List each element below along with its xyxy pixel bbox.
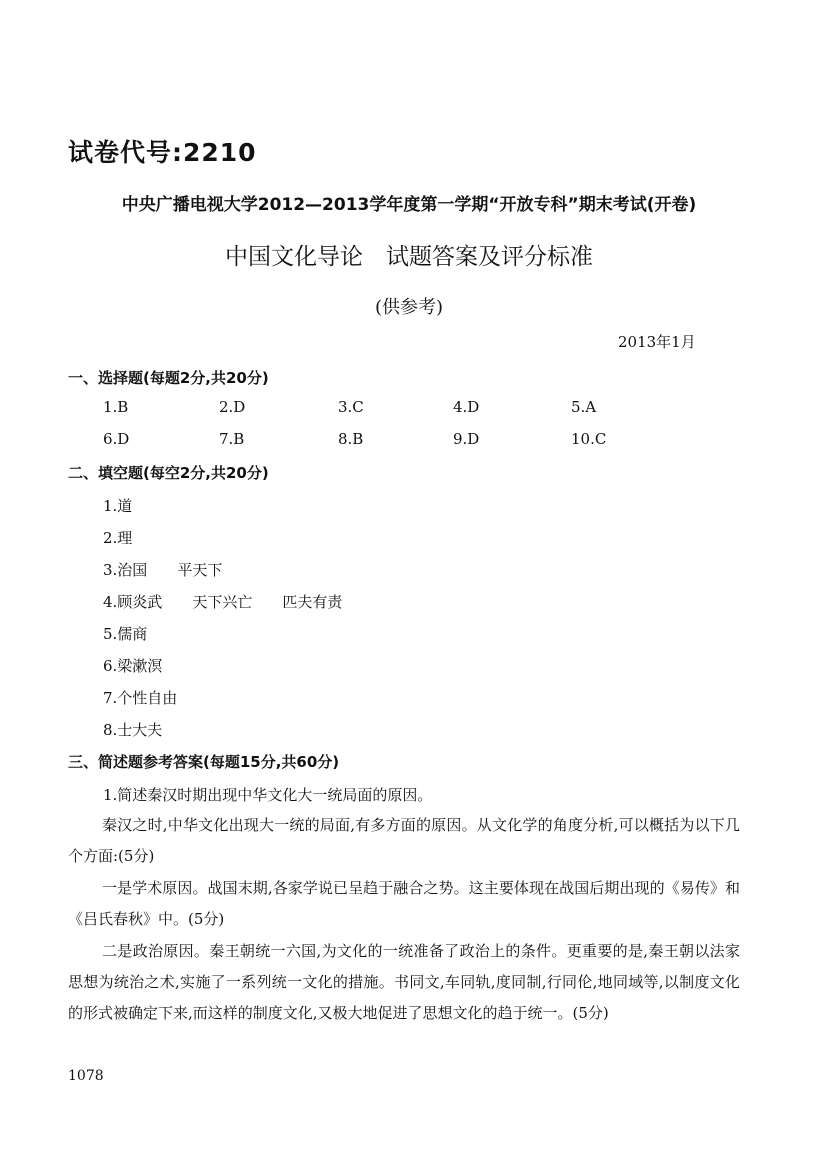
fill-item xyxy=(103,495,132,516)
fill-item xyxy=(103,623,147,644)
institution-line: 中央广播电视大学2012—2013学年度第一学期“开放专科”期末考试(开卷) xyxy=(121,195,697,215)
choice-answer: 7.B xyxy=(219,430,245,448)
choice-answer: 9.D xyxy=(453,430,480,448)
section-heading-fill: 二、填空题(每空2分,共20分) xyxy=(68,464,269,482)
paper-code: 试卷代号:2210 xyxy=(68,138,257,167)
document-subtitle: (供参考) xyxy=(374,297,444,318)
fill-answer: 4.顾炎武 xyxy=(103,593,163,611)
section-heading-choice: 一、选择题(每题2分,共20分) xyxy=(68,369,269,387)
fill-answer: 1.道 xyxy=(103,497,133,515)
fill-answer: 6.梁漱溟 xyxy=(103,657,163,675)
fill-item xyxy=(103,687,177,708)
fill-item xyxy=(103,655,162,676)
fill-answer: 匹夫有责 xyxy=(282,593,343,611)
fill-answer: 7.个性自由 xyxy=(103,689,178,707)
choice-answer: 1.B xyxy=(103,398,129,416)
choice-answer: 8.B xyxy=(338,430,364,448)
fill-item xyxy=(103,527,132,548)
choice-answer: 2.D xyxy=(219,398,246,416)
document-date: 2013年1月 xyxy=(618,333,696,351)
choice-answer: 3.C xyxy=(338,398,364,416)
choice-answer: 10.C xyxy=(571,430,607,448)
fill-answer: 8.士大夫 xyxy=(103,721,163,739)
answer-paragraph: 秦汉之时,中华文化出现大一统的局面,有多方面的原因。从文化学的角度分析,可以概括为以下几个方面:(5分) xyxy=(68,816,740,865)
section-heading-short-answer: 三、简述题参考答案(每题15分,共60分) xyxy=(68,753,340,771)
answer-paragraph: 一是学术原因。战国末期,各家学说已呈趋于融合之势。这主要体现在战国后期出现的《易传》和《吕氏春秋》中。(5分) xyxy=(68,879,740,928)
fill-answer: 平天下 xyxy=(177,561,223,579)
fill-item xyxy=(103,559,222,580)
choice-answer: 5.A xyxy=(571,398,597,416)
fill-answer: 5.儒商 xyxy=(103,625,148,643)
choice-answer: 6.D xyxy=(103,430,130,448)
page-number: 1078 xyxy=(68,1068,104,1084)
fill-answer: 2.理 xyxy=(103,529,133,547)
document-title: 中国文化导论 试题答案及评分标准 xyxy=(225,244,593,270)
answer-paragraph: 二是政治原因。秦王朝统一六国,为文化的一统准备了政治上的条件。更重要的是,秦王朝以法家思想为统治之术,实施了一系列统一文化的措施。书同文,车同轨,度同制,行同伦,地同域等,以制度文化的形式被确定下来,而这样的制度文化,又极大地促进了思想文化的趋于统一。(5分) xyxy=(68,942,740,1022)
question-text: 1.简述秦汉时期出现中华文化大一统局面的原因。 xyxy=(103,786,433,804)
fill-item xyxy=(103,719,162,740)
fill-item xyxy=(103,591,342,612)
fill-answer: 3.治国 xyxy=(103,561,148,579)
choice-answer: 4.D xyxy=(453,398,480,416)
fill-answer: 天下兴亡 xyxy=(192,593,253,611)
